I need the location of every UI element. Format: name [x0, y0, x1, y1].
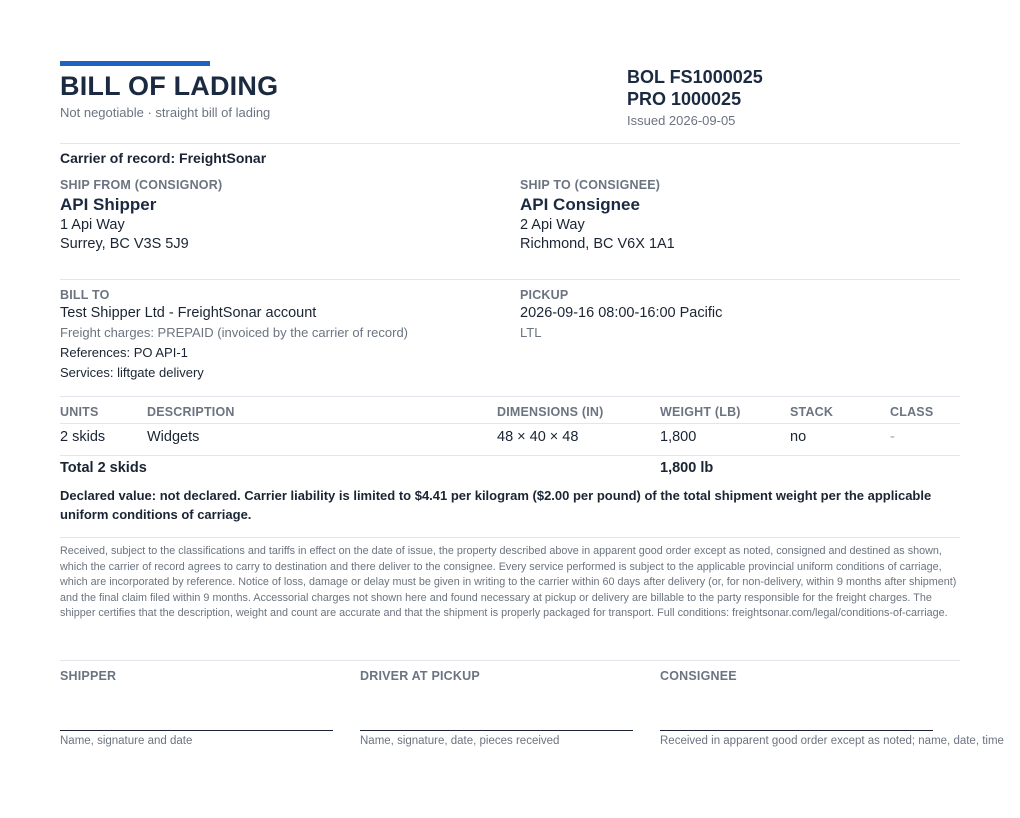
- bill-to-label: BILL TO: [60, 288, 110, 302]
- column-header-class: CLASS: [890, 405, 934, 419]
- ship-to-name: API Consignee: [520, 195, 640, 214]
- carrier-of-record: Carrier of record: FreightSonar: [60, 150, 267, 166]
- bol-number: BOL FS1000025: [627, 67, 763, 87]
- divider: [60, 537, 960, 538]
- document-subtitle: Not negotiable · straight bill of lading: [60, 105, 271, 120]
- pickup-window: 2026-09-16 08:00-16:00 Pacific: [520, 305, 723, 321]
- pickup-mode: LTL: [520, 325, 542, 340]
- declared-value: Declared value: not declared. Carrier liability is limited to $4.41 per kilogram ($2.00 per pound) of the total shipment weight per the applicable uniform conditions of carriage.: [60, 488, 932, 522]
- column-header-description: DESCRIPTION: [147, 405, 235, 419]
- bill-to-account: Test Shipper Ltd - FreightSonar account: [60, 305, 317, 321]
- table-row-divider: [60, 455, 960, 456]
- signature-label: DRIVER AT PICKUP: [360, 669, 480, 683]
- signature-label: SHIPPER: [60, 669, 117, 683]
- ship-to-label: SHIP TO (CONSIGNEE): [520, 178, 661, 192]
- divider: [60, 143, 960, 144]
- divider: [60, 279, 960, 280]
- signature-line: [360, 730, 633, 731]
- reference-numbers: [627, 66, 763, 110]
- column-header-units: UNITS: [60, 405, 99, 419]
- terms-and-conditions: Received, subject to the classifications and tariffs in effect on the date of issue, the property described above in apparent good order except as noted, consigned and destined as shown, which the carrier of record agrees to carry to destination and there deliver to the consignee. Every service performed is subject to the applicable provincial uniform conditions of carriage, which are incorporated by reference. Notice of loss, damage or delay must be given in writing to the carrier within 60 days after delivery (or, for non-delivery, within 9 months after shipment) and the final claim filed within 9 months. Accessorial charges not shown here and found necessary at pickup or delivery are billable to the party responsible for the freight charges. The shipper certifies that the description, weight and count are accurate and that the shipment is properly packaged for transport. Full conditions: freightsonar.com/legal/conditions-of-carriage.: [60, 545, 957, 620]
- ship-from-line1: 1 Api Way: [60, 217, 125, 233]
- ship-to-line2: Richmond, BC V6X 1A1: [520, 236, 675, 252]
- cell-weight: 1,800: [660, 429, 697, 445]
- pickup-label: PICKUP: [520, 288, 569, 302]
- column-header-stack: STACK: [790, 405, 834, 419]
- freight-charges: Freight charges: PREPAID (invoiced by the carrier of record): [60, 325, 409, 340]
- signature-line: [60, 730, 333, 731]
- ship-from-address: [60, 216, 189, 254]
- ship-from-name: API Shipper: [60, 195, 157, 214]
- column-header-dimensions: DIMENSIONS (IN): [497, 405, 604, 419]
- total-weight: 1,800 lb: [660, 460, 714, 476]
- column-header-weight: WEIGHT (LB): [660, 405, 741, 419]
- services: Services: liftgate delivery: [60, 365, 204, 380]
- signature-caption: Name, signature, date, pieces received: [360, 735, 560, 747]
- ship-from-line2: Surrey, BC V3S 5J9: [60, 236, 189, 252]
- ship-from-label: SHIP FROM (CONSIGNOR): [60, 178, 223, 192]
- pro-number: PRO 1000025: [627, 89, 742, 109]
- table-header-divider: [60, 423, 960, 424]
- header-accent-bar: [60, 61, 210, 66]
- issued-date: Issued 2026-09-05: [627, 113, 736, 128]
- signature-caption: Received in apparent good order except as noted; name, date, time: [660, 735, 1004, 747]
- cell-dimensions: 48 × 40 × 48: [497, 429, 579, 445]
- signature-caption: Name, signature and date: [60, 735, 193, 747]
- total-units: Total 2 skids: [60, 460, 147, 476]
- cell-stack: no: [790, 429, 807, 445]
- document-title: BILL OF LADING: [60, 71, 279, 101]
- divider: [60, 660, 960, 661]
- cell-class: -: [890, 429, 895, 445]
- cell-description: Widgets: [147, 429, 200, 445]
- ship-to-address: [520, 216, 675, 254]
- divider: [60, 396, 960, 397]
- cell-units: 2 skids: [60, 429, 106, 445]
- signature-label: CONSIGNEE: [660, 669, 737, 683]
- ship-to-line1: 2 Api Way: [520, 217, 585, 233]
- references: References: PO API-1: [60, 345, 188, 360]
- signature-line: [660, 730, 933, 731]
